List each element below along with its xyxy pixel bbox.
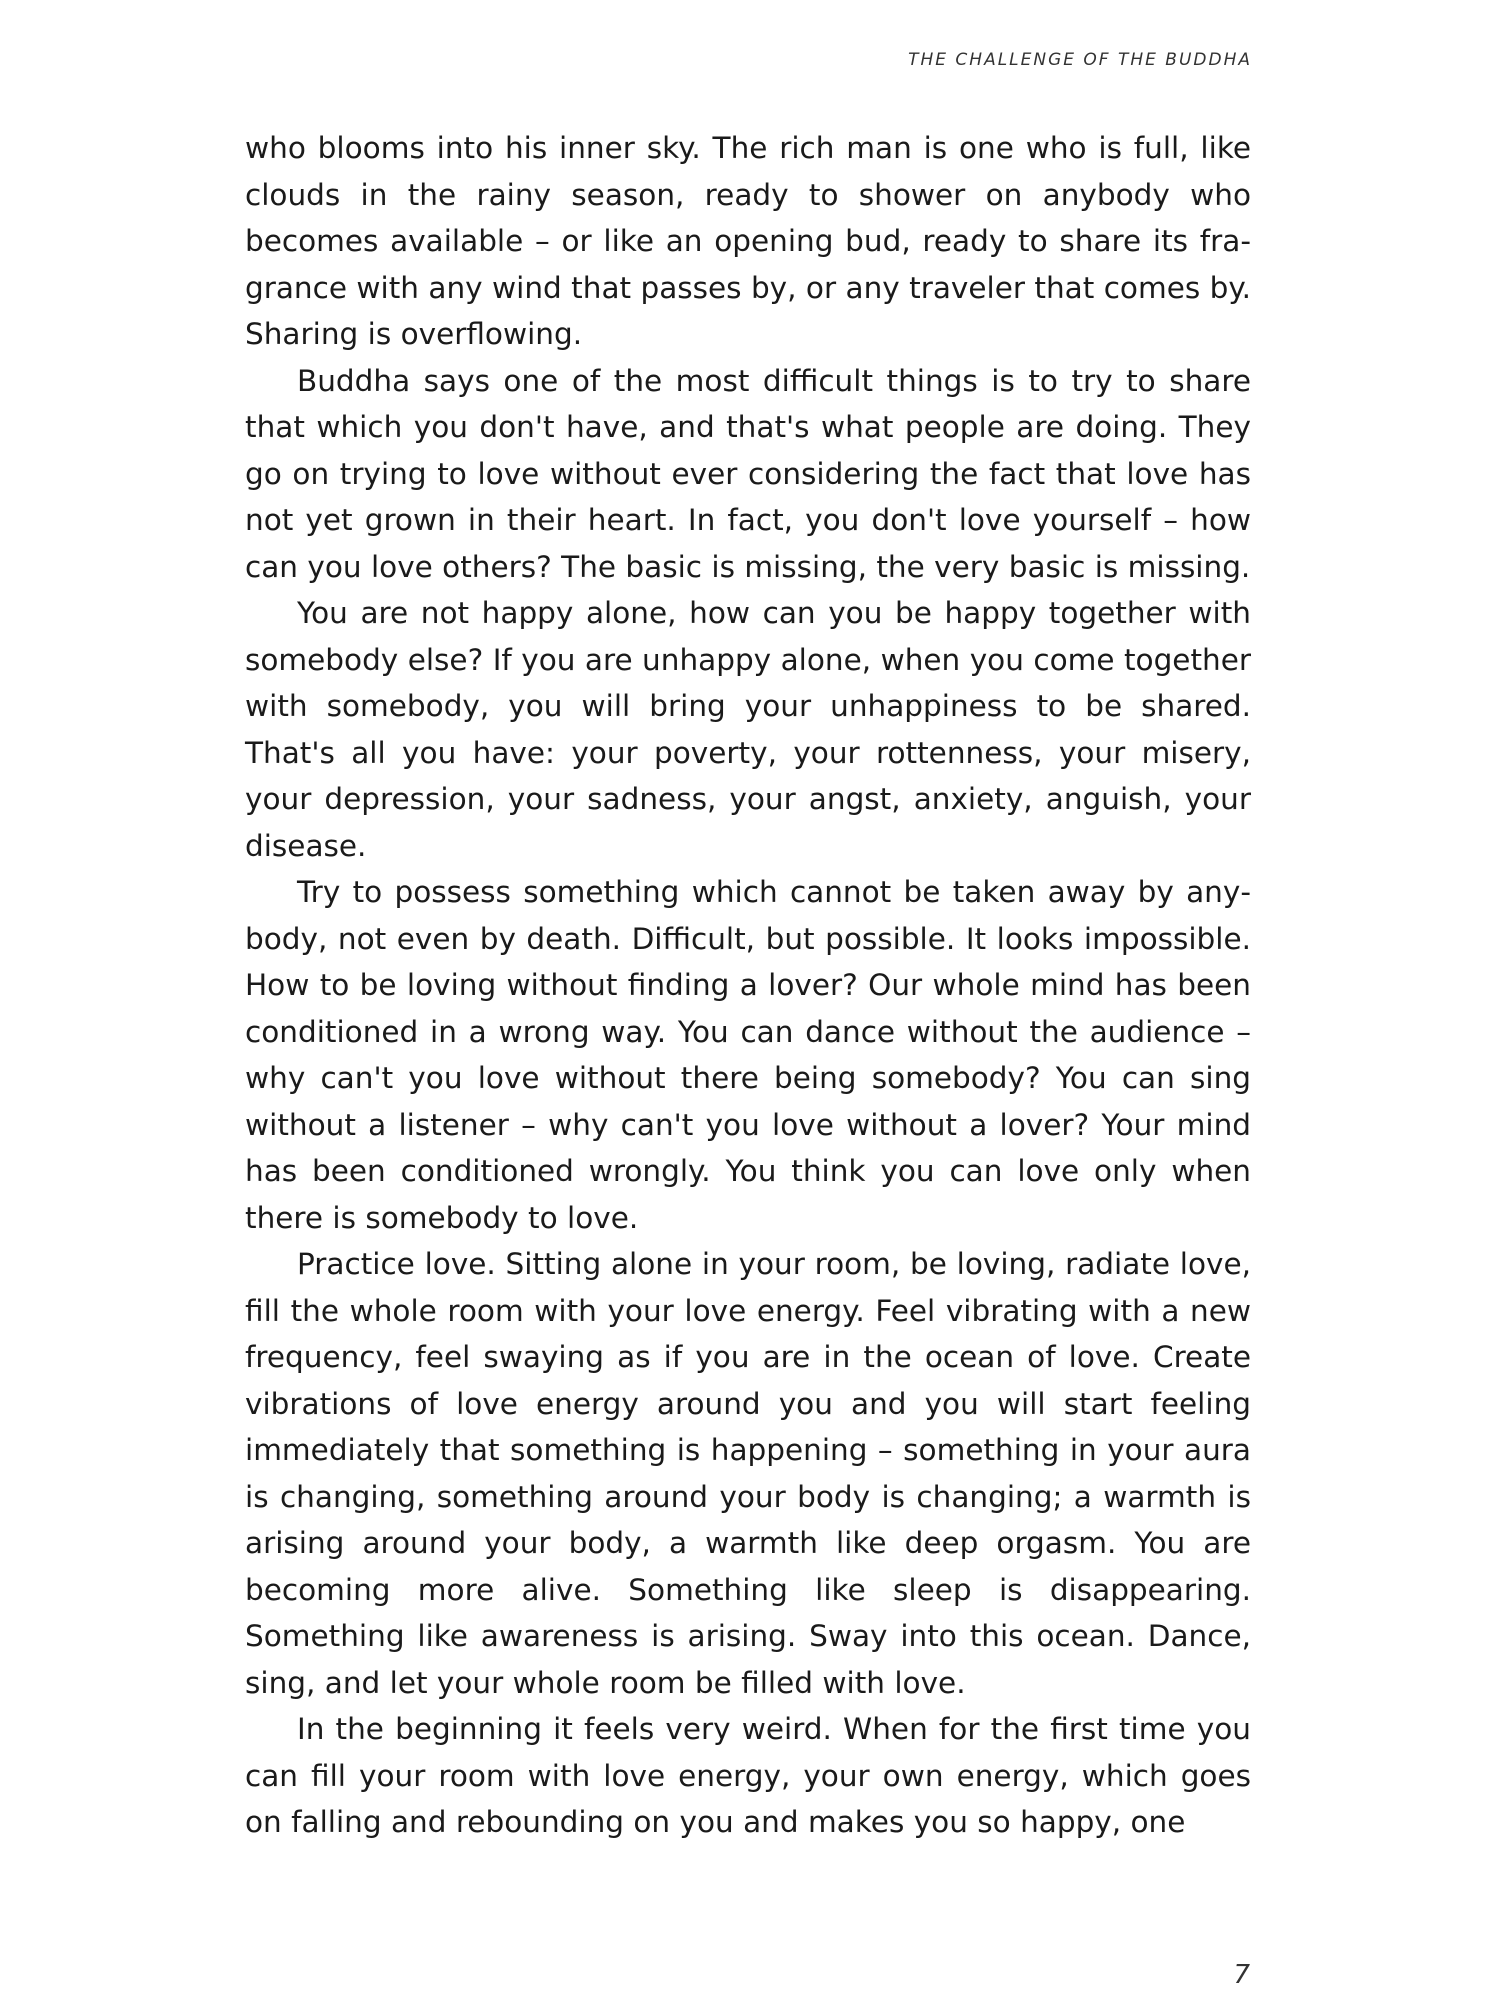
paragraph: You are not happy alone, how can you be happy together with somebody else? If you are unhappy alone, when you come together with somebody, you will bring your unhappiness to be shared. That's all you have: your poverty, your rottenness, your misery, your depression, your sadness, your angst, anxiety, anguish, your disease. bbox=[245, 596, 1251, 863]
page-number: 7 bbox=[1233, 1960, 1250, 1990]
paragraph: Buddha says one of the most difficult things is to try to share that which you don't have, and that's what people are doing. They go on trying to love without ever considering the fact that love has not yet grown in their heart. In fact, you don't love yourself – how can you love others? The basic is missing, the very basic is missing. bbox=[245, 363, 1251, 584]
paragraph: Practice love. Sitting alone in your room, be loving, radiate love, fill the whole room with your love energy. Feel vibrating with a new frequency, feel swaying as if you are in the ocean of love. Create vibrations of love energy around you and you will start feeling immediately that something is happening – something in your aura is changing, something around your body is changing; a warmth is arising around your body, a warmth like deep orgasm. You are becoming more alive. Something like sleep is disappearing. Something like awareness is arising. Sway into this ocean. Dance, sing, and let your whole room be filled with love. bbox=[245, 1247, 1251, 1700]
running-header: THE CHALLENGE OF THE BUDDHA bbox=[908, 50, 1252, 70]
paragraph: Try to possess something which cannot be taken away by anybody, not even by death. Difficult, but possible. It looks impossible. How to be loving without finding a lover? Our whole mind has been conditioned in a wrong way. You can dance without the audience – why can't you love without there being somebody? You can sing without a listener – why can't you love without a lover? Your mind has been conditioned wrongly. You think you can love only when there is somebody to love. bbox=[245, 875, 1251, 1235]
paragraph: In the beginning it feels very weird. When for the first time you can fill your room with love energy, your own energy, which goes on falling and rebounding on you and makes you so happy, one bbox=[245, 1712, 1251, 1839]
paragraph: who blooms into his inner sky. The rich man is one who is full, like clouds in the rainy season, ready to shower on anybody who becomes available – or like an opening bud, ready to share its fragrance with any wind that passes by, or any traveler that comes by. Sharing is overflowing. bbox=[245, 131, 1251, 351]
body-text bbox=[245, 125, 1251, 1846]
